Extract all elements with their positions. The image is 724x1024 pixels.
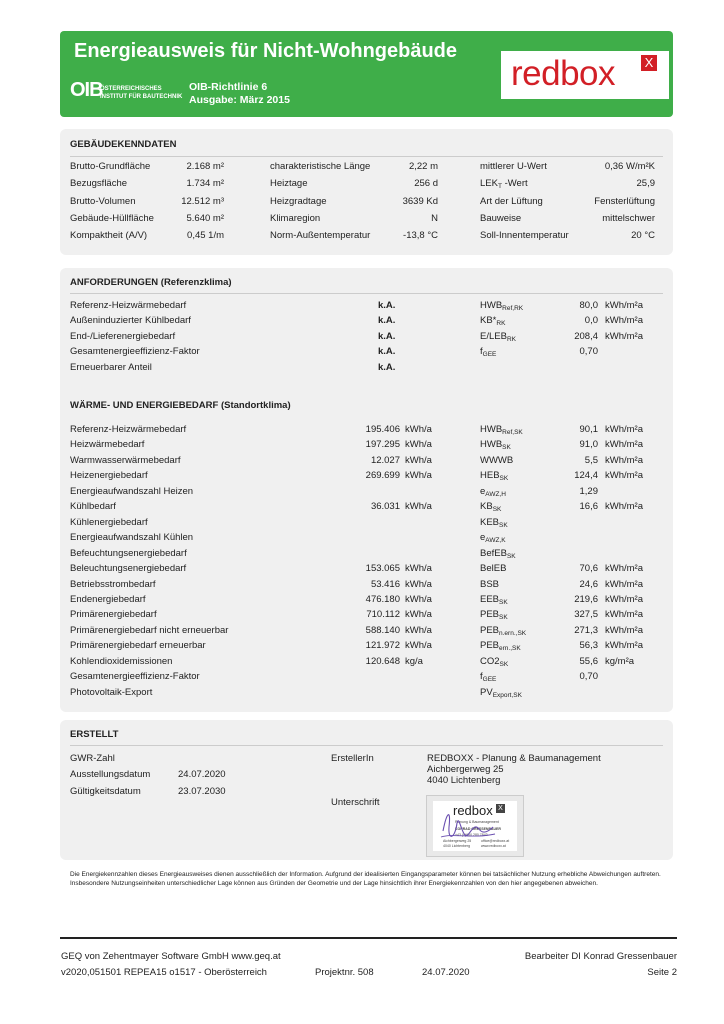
waerme-label: Befeuchtungsenergiebedarf xyxy=(70,547,187,559)
symbol-subscript: GEE xyxy=(482,676,497,684)
symbol xyxy=(480,609,508,621)
waerme-amount: 36.031 xyxy=(370,501,400,513)
kenndaten-value: 5.640 m² xyxy=(186,212,224,224)
stamp-line-4a: Aichbergerweg 25 xyxy=(443,839,472,843)
symbol xyxy=(480,625,526,637)
waerme-label: Primärenergiebedarf erneuerbar xyxy=(70,640,206,652)
waerme-unit: kWh/m²a xyxy=(605,578,643,590)
ausstellungsdatum-label: Ausstellungsdatum xyxy=(70,769,151,780)
ersteller-name: REDBOXX - Planung & Baumanagement xyxy=(427,753,601,764)
waerme-value: 55,6 xyxy=(579,655,598,667)
kenndaten-label xyxy=(480,178,528,190)
anforderung-value: 80,0 xyxy=(579,300,598,311)
waerme-value: 271,3 xyxy=(574,624,598,636)
waerme-amount: 195.406 xyxy=(365,424,400,435)
waerme-label: Beleuchtungsenergiebedarf xyxy=(70,563,187,575)
symbol-subscript: AWZ,H xyxy=(485,490,506,498)
ausstellungsdatum-value: 24.07.2020 xyxy=(178,769,226,780)
footer-projekt: Projektnr. 508 xyxy=(315,967,374,978)
kenndaten-label: Heiztage xyxy=(270,178,308,190)
anforderung-requirement: k.A. xyxy=(378,361,396,373)
waerme-value: 91,0 xyxy=(579,439,598,451)
waerme-value: 56,3 xyxy=(579,640,598,652)
symbol-subscript: AWZ,K xyxy=(485,537,506,545)
footer-datum: 24.07.2020 xyxy=(422,967,470,978)
anforderung-label: Außeninduzierter Kühlbedarf xyxy=(70,315,191,327)
kenndaten-value: 0,45 1/m xyxy=(187,230,224,242)
kenndaten-label: Brutto-Volumen xyxy=(70,195,136,207)
symbol xyxy=(480,548,516,560)
disclaimer-text: Die Energiekennzahlen dieses Energieausweises dienen ausschließlich der Information. Aufgrund der idealisierten Eingangsparameter können bei tatsächlicher Nutzung erhebliche Abweichungen auftreten. Insbesondere Nutzungseinheiten unterschiedlicher Lage können aus Gründen der Geometrie und der Lage hinsichtlich ihrer Energiekennzahlen von den hier angegebenen abweichen. xyxy=(70,871,661,887)
symbol-main: PEB xyxy=(480,609,500,621)
waerme-label: Photovoltaik-Export xyxy=(70,686,153,698)
symbol-main: e xyxy=(480,532,486,544)
symbol-main: HWB xyxy=(480,439,503,451)
kenndaten-label: Bauweise xyxy=(480,212,522,224)
footer-seite: Seite 2 xyxy=(647,967,677,978)
stamp-card xyxy=(433,801,517,851)
waerme-amount-unit: kWh/a xyxy=(405,593,432,605)
waerme-unit: kWh/m²a xyxy=(605,563,643,575)
symbol-main: E/LEB xyxy=(480,330,507,342)
waerme-label: Heizwärmebedarf xyxy=(70,439,145,451)
gueltigkeitsdatum-label: Gültigkeitsdatum xyxy=(70,786,141,797)
kenndaten-label: Bezugsfläche xyxy=(70,178,128,190)
symbol-subscript: SK xyxy=(499,521,508,529)
waerme-amount: 197.295 xyxy=(365,439,400,451)
redbox-logo xyxy=(501,51,669,99)
waerme-amount-unit: kWh/a xyxy=(405,563,432,575)
company-stamp xyxy=(426,795,524,857)
waerme-amount-unit: kg/a xyxy=(405,655,423,667)
waerme-unit: kWh/m²a xyxy=(605,424,643,435)
symbol xyxy=(480,501,501,513)
stamp-title: redbox xyxy=(453,803,493,818)
anforderung-requirement: k.A. xyxy=(378,300,396,311)
footer-software: GEQ von Zehentmayer Software GmbH www.geq.at xyxy=(61,951,281,962)
kenndaten-label: Kompaktheit (A/V) xyxy=(70,230,148,242)
anforderung-value: 0,0 xyxy=(584,315,598,327)
kenndaten-value: 12.512 m³ xyxy=(181,195,224,207)
anforderung-value: 208,4 xyxy=(574,330,598,342)
symbol-main: e xyxy=(480,485,486,497)
waerme-unit: kWh/m²a xyxy=(605,640,643,652)
symbol xyxy=(480,300,523,312)
stamp-line-5b: www.redboxx.at xyxy=(481,844,506,848)
anforderung-unit: kWh/m²a xyxy=(605,330,643,342)
symbol-main: KB xyxy=(480,501,493,513)
erstellt-panel xyxy=(60,720,673,860)
symbol xyxy=(480,315,505,327)
symbol xyxy=(480,579,499,591)
stamp-line-1: Planung & Baumanagement xyxy=(455,820,499,824)
ersteller-city: 4040 Lichtenberg xyxy=(427,775,501,786)
waerme-amount-unit: kWh/a xyxy=(405,501,432,513)
waerme-amount-unit: kWh/a xyxy=(405,624,432,636)
waerme-value: 16,6 xyxy=(579,501,598,513)
symbol-subscript: SK xyxy=(499,598,508,606)
symbol-main: CO2 xyxy=(480,655,500,667)
waerme-label: Betriebsstrombedarf xyxy=(70,578,156,590)
waerme-label: Heizenergiebedarf xyxy=(70,470,148,482)
symbol-subscript: RK xyxy=(496,320,506,328)
symbol-main: PEB xyxy=(480,640,500,652)
waerme-heading: WÄRME- UND ENERGIEBEDARF (Standortklima) xyxy=(70,400,291,411)
symbol-main: PV xyxy=(480,686,493,698)
gebaeudekenndaten-heading: GEBÄUDEKENNDATEN xyxy=(70,139,177,150)
waerme-unit: kWh/m²a xyxy=(605,624,643,636)
symbol xyxy=(480,563,506,575)
symbol-subscript: GEE xyxy=(482,351,497,359)
kenndaten-label-part: T xyxy=(497,183,502,191)
footer-bearbeiter: Bearbeiter DI Konrad Gressenbauer xyxy=(524,951,677,962)
waerme-label: Gesamtenergieeffizienz-Faktor xyxy=(70,671,200,683)
symbol xyxy=(480,671,496,683)
waerme-amount-unit: kWh/a xyxy=(405,470,432,482)
symbol-subscript: SK xyxy=(499,475,509,483)
footer-rule xyxy=(60,937,677,939)
waerme-amount: 588.140 xyxy=(365,624,400,636)
symbol xyxy=(480,656,508,668)
kenndaten-value: 20 °C xyxy=(631,230,655,242)
symbol-subscript: n.ern.,SK xyxy=(499,629,527,637)
anforderung-requirement: k.A. xyxy=(378,346,396,358)
waerme-amount-unit: kWh/a xyxy=(405,439,432,451)
symbol-main: f xyxy=(480,671,483,683)
symbol-main: WWWB xyxy=(480,454,514,466)
waerme-label: Kühlbedarf xyxy=(70,501,116,513)
symbol-main: HWB xyxy=(480,424,503,435)
waerme-unit: kWh/m²a xyxy=(605,593,643,605)
waerme-amount: 476.180 xyxy=(365,593,400,605)
symbol-main: f xyxy=(480,346,483,358)
waerme-value: 70,6 xyxy=(579,563,598,575)
waerme-unit: kWh/m²a xyxy=(605,609,643,621)
oib-mark: OIB xyxy=(70,79,103,101)
oib-ausgabe: Ausgabe: März 2015 xyxy=(189,94,290,106)
header-banner xyxy=(60,31,673,117)
waerme-value: 90,1 xyxy=(579,424,598,435)
waerme-label: Primärenergiebedarf nicht erneuerbar xyxy=(70,624,229,636)
symbol-subscript: SK xyxy=(502,444,511,452)
waerme-label: Energieaufwandszahl Heizen xyxy=(70,485,194,497)
waerme-amount: 121.972 xyxy=(365,640,400,652)
waerme-value: 5,5 xyxy=(584,454,598,466)
kenndaten-value: mittelschwer xyxy=(602,212,655,224)
kenndaten-label: mittlerer U-Wert xyxy=(480,161,547,172)
divider xyxy=(70,293,663,294)
footer-version: v2020,051501 REPEA15 o1517 - Oberösterreich xyxy=(61,967,267,978)
kenndaten-value: 256 d xyxy=(414,178,438,190)
anforderung-value: 0,70 xyxy=(579,346,598,358)
stamp-line-3: +43 (0)660 280 7843 xyxy=(455,833,488,837)
waerme-value: 24,6 xyxy=(579,578,598,590)
waerme-amount: 710.112 xyxy=(366,609,400,621)
symbol-subscript: SK xyxy=(506,552,516,560)
symbol xyxy=(480,331,516,343)
waerme-amount: 120.648 xyxy=(365,655,400,667)
symbol-main: HEB xyxy=(480,470,500,482)
waerme-unit: kWh/m²a xyxy=(605,501,643,513)
kenndaten-value: -13,8 °C xyxy=(403,230,438,242)
waerme-label: Warmwasserwärmebedarf xyxy=(70,454,181,466)
waerme-amount-unit: kWh/a xyxy=(405,609,432,621)
symbol-main: BefEB xyxy=(480,547,507,559)
anforderung-unit: kWh/m²a xyxy=(605,315,643,327)
waerme-label: Primärenergiebedarf xyxy=(70,609,157,621)
waerme-label: Energieaufwandszahl Kühlen xyxy=(70,532,194,544)
oib-richtlinie: OIB-Richtlinie 6 xyxy=(189,81,268,93)
oib-subtitle-2: INSTITUT FÜR BAUTECHNIK xyxy=(100,94,183,100)
kenndaten-label: Brutto-Grundfläche xyxy=(70,161,151,172)
waerme-amount: 269.699 xyxy=(365,470,400,482)
symbol xyxy=(480,424,523,436)
anforderung-label: Erneuerbarer Anteil xyxy=(70,361,152,373)
stamp-x-mark: X xyxy=(496,804,505,813)
handwritten-signature xyxy=(433,801,517,851)
kenndaten-value: 0,36 W/m²K xyxy=(604,161,655,172)
kenndaten-label: Art der Lüftung xyxy=(480,195,543,207)
gwr-label: GWR-Zahl xyxy=(70,753,115,764)
kenndaten-label: Soll-Innentemperatur xyxy=(480,230,569,242)
anforderungen-heading: ANFORDERUNGEN (Referenzklima) xyxy=(70,277,232,288)
waerme-value: 124,4 xyxy=(574,470,598,482)
waerme-unit: kWh/m²a xyxy=(605,454,643,466)
anforderung-requirement: k.A. xyxy=(378,315,396,327)
waerme-amount-unit: kWh/a xyxy=(405,424,432,435)
unterschrift-label: Unterschrift xyxy=(331,797,380,808)
symbol xyxy=(480,594,508,606)
anforderung-label: Referenz-Heizwärmebedarf xyxy=(70,300,187,311)
kenndaten-value: 25,9 xyxy=(636,178,655,190)
oib-logo xyxy=(70,79,185,107)
redbox-logo-text: redbox xyxy=(511,54,616,93)
kenndaten-value: 3639 Kd xyxy=(402,195,438,207)
symbol-subscript: SK xyxy=(499,660,509,668)
stamp-line-2: KONRAD GRESSENBAUER xyxy=(455,827,501,831)
kenndaten-label-part: LEK xyxy=(480,178,498,190)
stamp-line-5a: 4040 Lichtenberg xyxy=(443,844,471,848)
ersteller-label: ErstellerIn xyxy=(331,753,374,764)
waerme-amount: 53.416 xyxy=(370,578,400,590)
anforderung-label: End-/Lieferenergiebedarf xyxy=(70,330,176,342)
kenndaten-label: Klimaregion xyxy=(270,212,321,224)
symbol-main: KEB xyxy=(480,516,500,528)
waerme-unit: kWh/m²a xyxy=(605,439,643,451)
waerme-value: 219,6 xyxy=(574,593,598,605)
symbol-main: PEB xyxy=(480,624,500,636)
symbol-main: EEB xyxy=(480,593,500,605)
waerme-label: Endenergiebedarf xyxy=(70,593,146,605)
waerme-unit: kg/m²a xyxy=(605,655,635,667)
ersteller-street: Aichbergerweg 25 xyxy=(427,764,504,775)
kenndaten-label: Gebäude-Hüllfläche xyxy=(70,212,154,224)
symbol-main: KB* xyxy=(480,315,497,327)
symbol xyxy=(480,687,522,699)
kenndaten-value: 2.168 m² xyxy=(186,161,224,172)
symbol xyxy=(480,517,508,529)
waerme-amount: 12.027 xyxy=(370,454,400,466)
symbol-subscript: SK xyxy=(499,614,508,622)
anforderung-requirement: k.A. xyxy=(378,330,396,342)
kenndaten-label: Norm-Außentemperatur xyxy=(270,230,371,242)
waerme-label: Kühlenergiebedarf xyxy=(70,516,148,528)
oib-subtitle-1: ÖSTERREICHISCHES xyxy=(100,86,162,92)
kenndaten-label: charakteristische Länge xyxy=(270,161,371,172)
document-title: Energieausweis für Nicht-Wohngebäude xyxy=(74,40,458,62)
symbol xyxy=(480,532,506,544)
waerme-amount-unit: kWh/a xyxy=(405,640,432,652)
anforderung-label: Gesamtenergieeffizienz-Faktor xyxy=(70,346,200,358)
kenndaten-label: Heizgradtage xyxy=(270,195,327,207)
symbol xyxy=(480,439,511,451)
symbol xyxy=(480,486,506,498)
symbol xyxy=(480,346,496,358)
anforderungen-panel xyxy=(60,268,673,712)
waerme-amount-unit: kWh/a xyxy=(405,454,432,466)
divider xyxy=(70,745,663,746)
symbol xyxy=(480,470,508,482)
symbol-subscript: RK xyxy=(506,335,516,343)
erstellt-heading: ERSTELLT xyxy=(70,729,119,740)
gueltigkeitsdatum-value: 23.07.2030 xyxy=(178,786,226,797)
divider xyxy=(70,156,663,157)
kenndaten-label-part: -Wert xyxy=(501,178,528,190)
kenndaten-value: 1.734 m² xyxy=(186,178,224,190)
waerme-label: Referenz-Heizwärmebedarf xyxy=(70,424,187,435)
gebaeudekenndaten-panel xyxy=(60,129,673,255)
symbol-subscript: Export,SK xyxy=(492,691,522,699)
waerme-amount-unit: kWh/a xyxy=(405,578,432,590)
symbol-main: HWB xyxy=(480,300,503,311)
symbol-subscript: Ref,SK xyxy=(502,429,523,436)
symbol-main: BSB xyxy=(480,578,500,590)
kenndaten-value: N xyxy=(431,212,438,224)
redbox-x-mark: X xyxy=(641,55,657,71)
waerme-value: 0,70 xyxy=(579,671,598,683)
anforderung-unit: kWh/m²a xyxy=(605,300,643,311)
symbol xyxy=(480,455,513,467)
symbol-subscript: Ref,RK xyxy=(502,305,524,312)
kenndaten-value: Fensterlüftung xyxy=(594,195,655,207)
symbol-subscript: SK xyxy=(492,506,502,514)
waerme-amount: 153.065 xyxy=(365,563,400,575)
symbol xyxy=(480,640,521,652)
waerme-label: Kohlendioxidemissionen xyxy=(70,655,173,667)
symbol-subscript: ern.,SK xyxy=(499,645,521,653)
symbol-main: BelEB xyxy=(480,563,507,575)
waerme-value: 327,5 xyxy=(574,609,598,621)
waerme-unit: kWh/m²a xyxy=(605,470,643,482)
stamp-line-4b: office@redboxx.at xyxy=(481,839,510,843)
kenndaten-value: 2,22 m xyxy=(408,161,438,172)
waerme-value: 1,29 xyxy=(579,485,598,497)
